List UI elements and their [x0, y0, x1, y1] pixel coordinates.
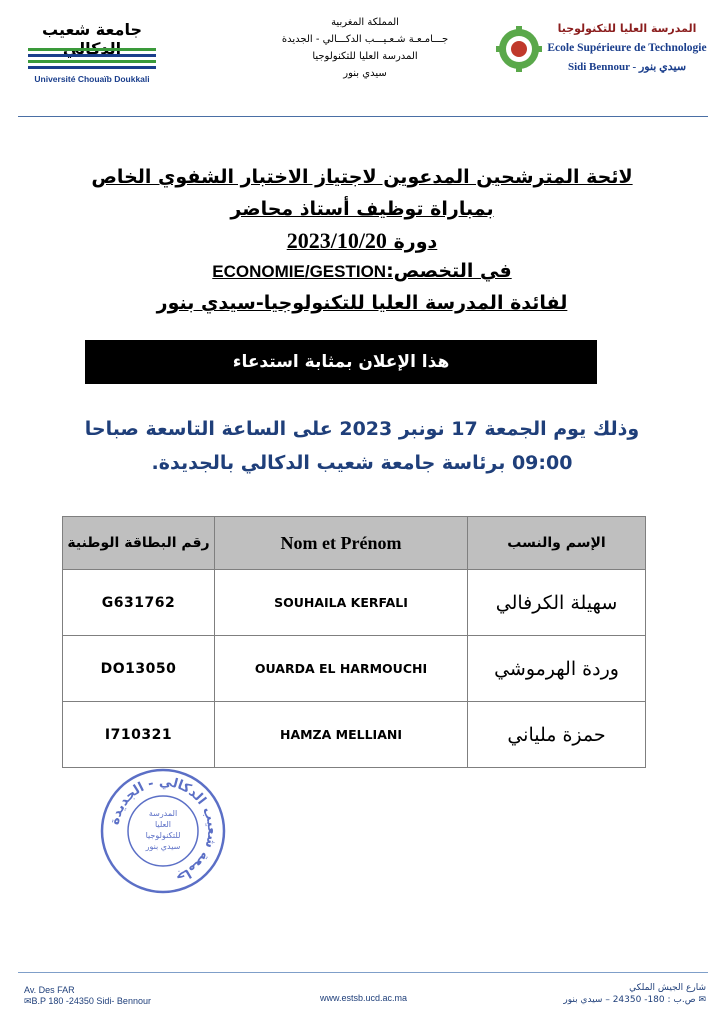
- university-logo-stripes: [28, 48, 156, 72]
- footer-website-link[interactable]: www.estsb.ucd.ac.ma: [320, 993, 408, 1003]
- session-date: 2023/10/20: [286, 228, 387, 253]
- candidates-table: [62, 516, 646, 768]
- notice-line-1: وذلك يوم الجمعة 17 نونبر 2023 على الساعة التاسعة صباحا: [84, 418, 640, 440]
- university-logo: [22, 18, 162, 90]
- header-center-text: [250, 14, 480, 82]
- footer-address-fr: Av. Des FAR: [24, 985, 75, 995]
- university-logo-french: Université Chouaïb Doukkali: [34, 74, 150, 84]
- header-line-university: جـــامـعـة شـعـيـــب الدكـــالي - الجديدة: [281, 34, 449, 45]
- cell-arabic-name: حمزة ملياني: [468, 702, 646, 768]
- school-logo-french-name: Ecole Supérieure de Technologie: [547, 42, 707, 54]
- table-row: [63, 702, 646, 768]
- cell-id-card: I710321: [63, 702, 215, 768]
- footer-po-box-ar: ✉ ص.ب : 180- 24350 – سيدي بنور: [563, 995, 706, 1005]
- title-line-2: بمباراة توظيف أستاذ محاضر: [230, 198, 494, 220]
- university-logo-arabic: جامعة شعيب: [42, 20, 142, 39]
- header-line-city: سيدي بنور: [343, 68, 387, 79]
- cell-id-card: G631762: [63, 570, 215, 636]
- cell-arabic-name: سهيلة الكرفالي: [468, 570, 646, 636]
- cell-name: SOUHAILA KERFALI: [215, 570, 468, 636]
- title-line-session: [0, 228, 724, 254]
- svg-text:للتكنولوجيا: للتكنولوجيا: [145, 831, 181, 840]
- svg-text:سيدي بنور: سيدي بنور: [145, 842, 181, 851]
- title-line-specialty: [0, 260, 724, 282]
- title-line-beneficiary: لفائدة المدرسة العليا للتكنولوجيا-سيدي بنور: [156, 292, 568, 314]
- table-row: [63, 636, 646, 702]
- school-logo-french-city: Sidi Bennour - سيدي بنور: [567, 61, 687, 73]
- svg-text:جامعة شعيب الدكالي - الجديدة: جامعة شعيب الدكالي - الجديدة: [107, 774, 220, 885]
- title-line-1: لائحة المترشحين المدعوين لاجتياز الاختبار الشفوي الخاص: [91, 166, 633, 188]
- cell-name: OUARDA EL HARMOUCHI: [215, 636, 468, 702]
- official-stamp: [98, 766, 228, 896]
- svg-text:المدرسة: المدرسة: [148, 809, 178, 818]
- footer-po-box-fr: ✉B.P 180 -24350 Sidi- Bennour: [24, 996, 151, 1006]
- specialty-label: في التخصص:: [386, 260, 512, 282]
- svg-text:العليا: العليا: [154, 820, 172, 829]
- gear-emblem-icon: [496, 26, 542, 72]
- school-logo-arabic: المدرسة العليا للتكنولوجيا: [557, 22, 697, 35]
- notice-line-2: 09:00 برئاسة جامعة شعيب الدكالي بالجديدة.: [151, 452, 573, 474]
- header-arabic-name: الإسم والنسب: [468, 517, 646, 570]
- cell-id-card: DO13050: [63, 636, 215, 702]
- header-id-card: رقم البطاقة الوطنية: [63, 517, 215, 570]
- school-logo: [496, 18, 710, 90]
- cell-name: HAMZA MELLIANI: [215, 702, 468, 768]
- cell-arabic-name: وردة الهرموشي: [468, 636, 646, 702]
- header-divider: [18, 116, 708, 117]
- table-header-row: [63, 517, 646, 570]
- header-line-school: المدرسة العليا للتكنولوجيا: [312, 51, 418, 62]
- specialty-value: ECONOMIE/GESTION: [212, 262, 387, 281]
- table-row: [63, 570, 646, 636]
- footer-divider: [18, 972, 708, 973]
- session-label: دورة: [393, 231, 438, 253]
- header-line-kingdom: المملكة المغربية: [331, 17, 399, 28]
- footer-address-ar: شارع الجيش الملكي: [629, 983, 706, 993]
- convocation-banner: هذا الإعلان بمثابة استدعاء: [85, 340, 597, 384]
- header-name: Nom et Prénom: [215, 517, 468, 570]
